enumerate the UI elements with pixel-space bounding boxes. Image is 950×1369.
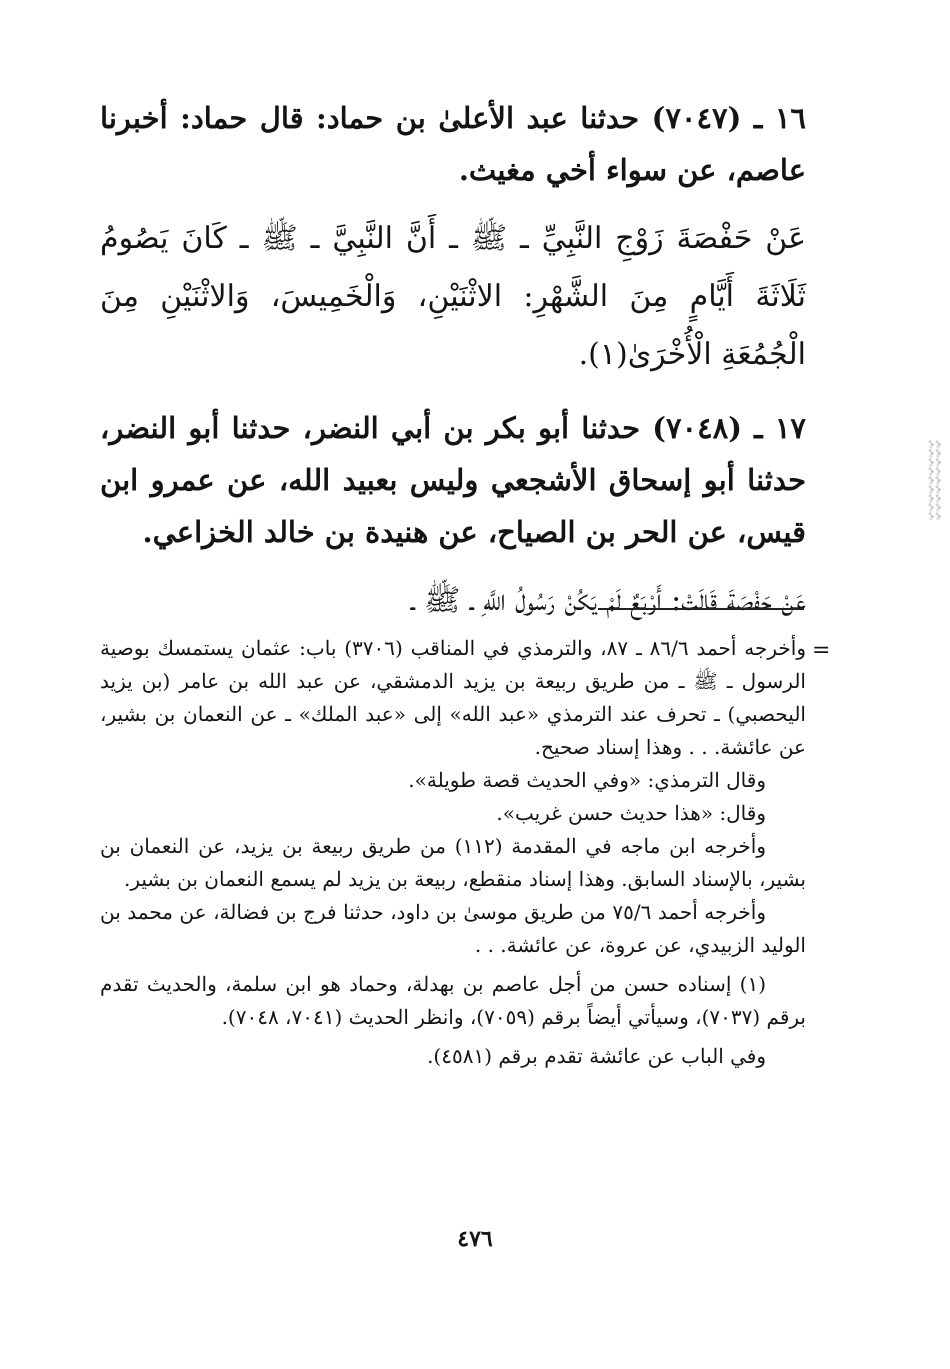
continuation-mark: = <box>812 638 831 663</box>
page-number: ٤٧٦ <box>457 1226 493 1252</box>
footnote-line: وقال: «هذا حديث حسن غريب». <box>496 801 766 825</box>
hadith-17-matn: عَنْ حَفْصَةَ قَالَتْ: أَرْبَعٌ لَمْ يَكُنْ رَسُولُ اللَّهِ ـ ﷺ ـ <box>410 583 806 618</box>
footnote-line: وقال الترمذي: «وفي الحديث قصة طويلة». <box>408 768 766 792</box>
hadith-16-isnad: ١٦ ـ (٧٠٤٧) حدثنا عبد الأعلىٰ بن حماد: قال حماد: أخبرنا عاصم، عن سواء أخي مغيث. <box>100 101 806 187</box>
scan-speckle <box>928 440 942 520</box>
footnote-line: وفي الباب عن عائشة تقدم برقم (٤٥٨١). <box>427 1044 766 1068</box>
footnotes <box>100 632 806 1073</box>
footnote-line: وأخرجه ابن ماجه في المقدمة (١١٢) من طريق ربيعة بن يزيد، عن النعمان بن بشير، بالإسناد السابق. وهذا إسناد منقطع، ربيعة بن يزيد لم يسمع النعمان بن بشير. <box>100 834 806 891</box>
main-text <box>100 92 806 630</box>
footnote-1: (١) إسناده حسن من أجل عاصم بن بهدلة، وحماد هو ابن سلمة، والحديث تقدم برقم (٧٠٣٧)، وسيأتي أيضاً برقم (٧٠٥٩)، وانظر الحديث (٧٠٤١، ٧٠٤٨). <box>100 972 806 1029</box>
hadith-16-matn: عَنْ حَفْصَةَ زَوْجِ النَّبِيِّ ـ ﷺ ـ أَنَّ النَّبِيَّ ـ ﷺ ـ كَانَ يَصُومُ ثَلَاثَةَ أَيَّامٍ مِنَ الشَّهْرِ: الاثْنَيْنِ، وَالْخَمِيسَ، وَالاثْنَيْنِ مِنَ الْجُمُعَةِ الْأُخْرَىٰ(١). <box>100 221 806 372</box>
footnote-line: وأخرجه أحمد ٧٥/٦ من طريق موسىٰ بن داود، حدثنا فرج بن فضالة، عن محمد بن الوليد الزبيدي، عن عروة، عن عائشة. . . <box>100 900 806 957</box>
footnote-divider <box>598 608 804 610</box>
hadith-17-isnad: ١٧ ـ (٧٠٤٨) حدثنا أبو بكر بن أبي النضر، حدثنا أبو النضر، حدثنا أبو إسحاق الأشجعي وليس بعبيد الله، عن عمرو ابن قيس، عن الحر بن الصياح، عن هنيدة بن خالد الخزاعي. <box>100 411 806 549</box>
footnote-line: وأخرجه أحمد ٨٦/٦ ـ ٨٧، والترمذي في المناقب (٣٧٠٦) باب: عثمان يستمسك بوصية الرسول ـ ﷺ ـ من طريق ربيعة بن يزيد الدمشقي، عن عبد الله بن عامر (بن يزيد اليحصبي) ـ تحرف عند الترمذي «عبد الله» إلى «عبد الملك» ـ عن النعمان بن بشير، عن عائشة. . . وهذا إسناد صحيح. <box>100 636 806 759</box>
